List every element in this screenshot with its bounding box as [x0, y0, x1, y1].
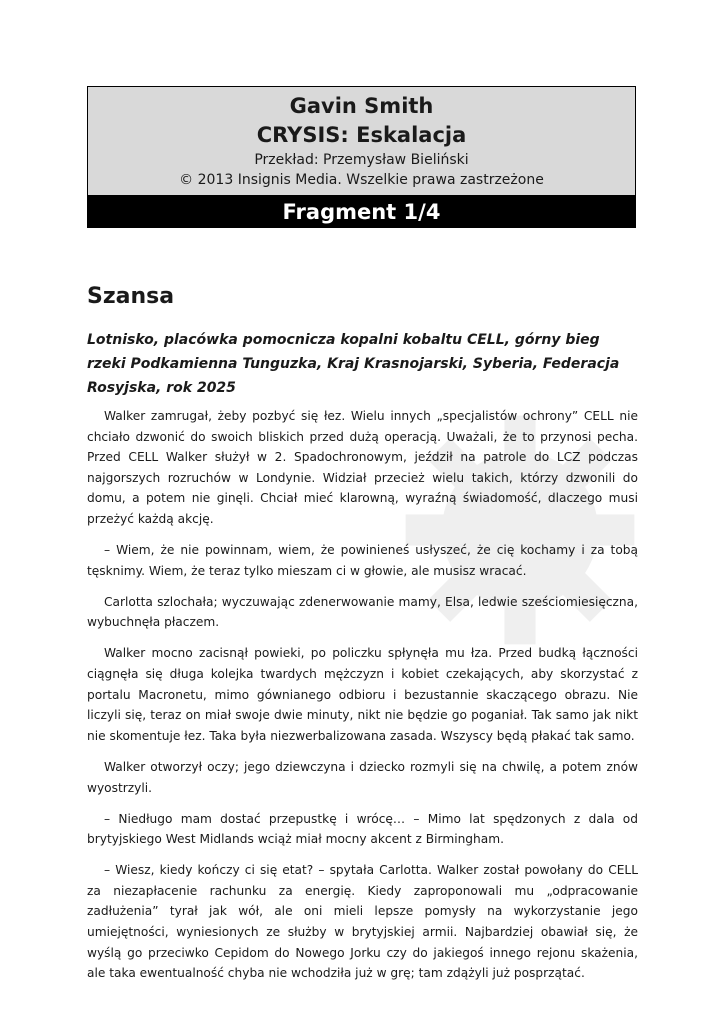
paragraph: Carlotta szlochała; wyczuwając zdenerwowanie mamy, Elsa, ledwie sześciomiesięczna, wybuchnęła płaczem. [87, 594, 638, 630]
fragment-label: Fragment 1/4 [88, 196, 635, 228]
book-title: CRYSIS: Eskalacja [256, 123, 467, 147]
header-info [88, 87, 635, 196]
chapter-location: Lotnisko, placówka pomocnicza kopalni kobaltu CELL, górny bieg rzeki Podkamienna Tunguzka, Kraj Krasnojarski, Syberia, Federacja Rosyjska, rok 2025 [87, 332, 620, 396]
body-text [87, 406, 638, 994]
chapter-title: Szansa [87, 284, 175, 309]
translator-credit: Przekład: Przemysław Bieliński [254, 152, 469, 168]
paragraph: Walker otworzył oczy; jego dziewczyna i dziecko rozmyli się na chwilę, a potem znów wyostrzyli. [87, 759, 638, 795]
paragraph: – Wiem, że nie powinnam, wiem, że powinieneś usłyszeć, że cię kochamy i za tobą tęsknimy. Wiem, że teraz tylko mieszam ci w głowie, ale musisz wracać. [87, 543, 638, 578]
paragraph: Walker mocno zacisnął powieki, po policzku spłynęła mu łza. Przed budką łączności ciągnęła się długa kolejka twardych mężczyzn i kobiet czekających, aby skorzystać z portalu Macronetu, mimo gównianego odbioru i bezustannie skaczącego obrazu. Nie liczyli się, teraz on miał swoje dwie minuty, nikt nie będzie go poganiał. Tak samo jak nikt nie skomentuje łez. Taka była niezwerbalizowana zasada. Wszyscy będą płakać tak samo. [87, 646, 638, 743]
paragraph: Walker zamrugał, żeby pozbyć się łez. Wielu innych „specjalistów ochrony” CELL nie chciało dzwonić do swoich bliskich przed dużą operacją. Uważali, że to przynosi pecha. Przed CELL Walker służył w 2. Spadochronowym, jeździł na patrole do LCZ podczas najgorszych rozruchów w Londynie. Widział przecież wielu takich, którzy dzwonili do domu, a potem nie ginęli. Chciał mieć klarowną, wyraźną świadomość, dlaczego musi przeżyć każdą akcję. [87, 409, 638, 526]
author-name: Gavin Smith [289, 94, 434, 118]
header-box [87, 86, 636, 228]
paragraph: – Niedługo mam dostać przepustkę i wrócę… – Mimo lat spędzonych z dala od brytyjskiego West Midlands wciąż miał mocny akcent z Birmingham. [87, 811, 638, 847]
copyright-notice: © 2013 Insignis Media. Wszelkie prawa zastrzeżone [179, 172, 544, 188]
paragraph: – Wiesz, kiedy kończy ci się etat? – spytała Carlotta. Walker został powołany do CELL za niezapłacenie rachunku za energię. Kiedy zaproponowali mu „odpracowanie zadłużenia” tyrał jak wół, ale oni mieli lepsze pomysły na wykorzystanie jego umiejętności, wyniesionych ze służby w brytyjskiej armii. Najbardziej obawiał się, że wyślą go przeciwko Cepidom do Nowego Jorku czy do jakiegoś innego rejonu skażenia, ale taka ewentualność chyba nie wchodziła już w grę; tam zdążyli już posprzątać. [87, 863, 638, 981]
